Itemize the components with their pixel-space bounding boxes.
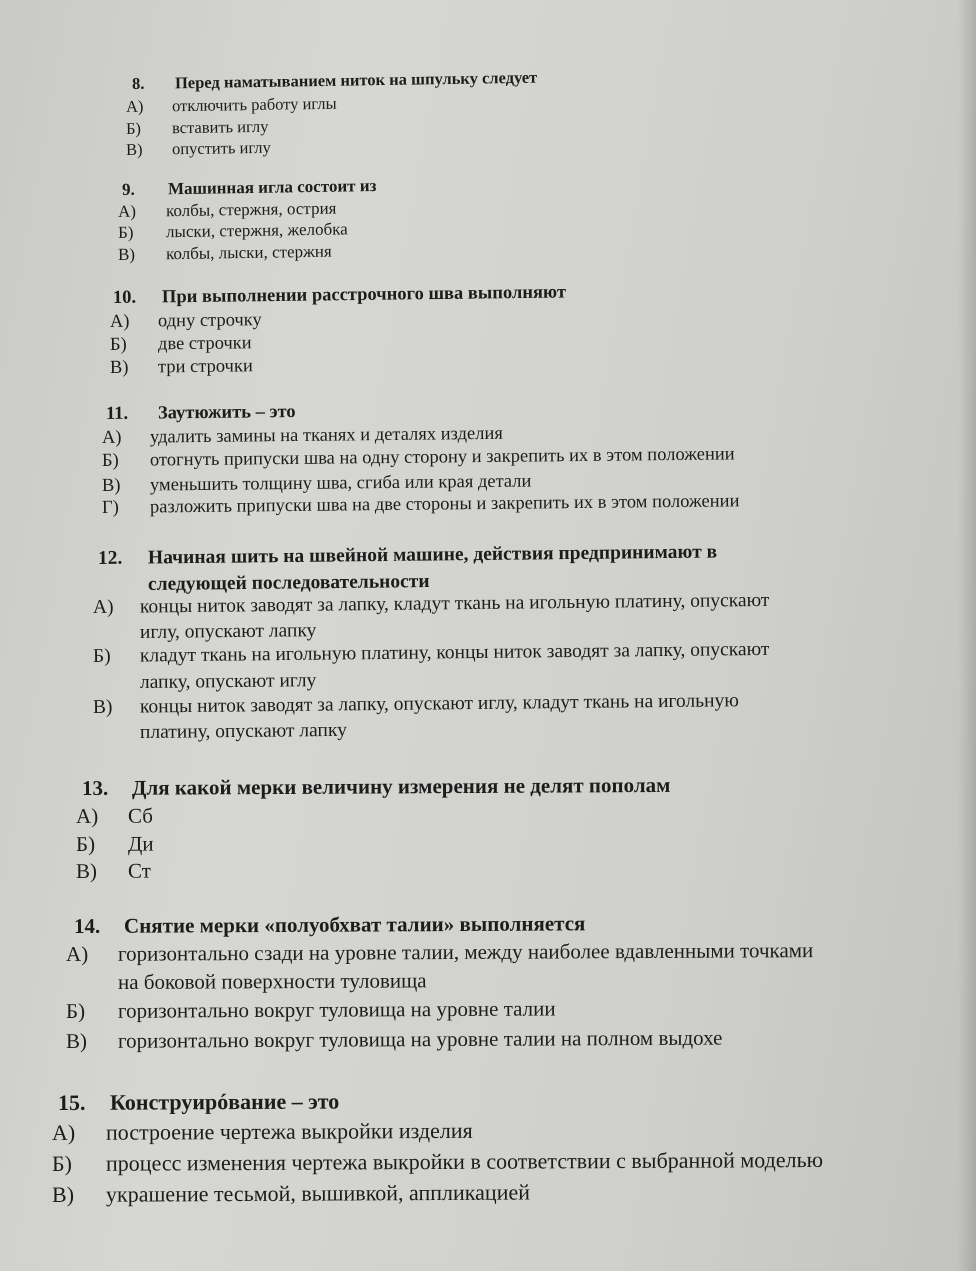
answer-letter: В): [109, 357, 129, 378]
answer-option: [76, 859, 151, 884]
answer-text: построение чертежа выкройки изделия: [105, 1117, 473, 1145]
answer-option: [52, 1118, 473, 1146]
answer-text: концы ниток заводят за лапку, кладут ткань на игольную платину, опускают: [139, 589, 770, 618]
answer-text: колбы, стержня, острия: [165, 198, 337, 221]
question-heading: [106, 402, 296, 425]
answer-text: удалить замины на тканях и деталях изделия: [149, 423, 503, 448]
answer-option: [102, 444, 735, 472]
question-text-continued: следующей последовательности: [147, 571, 430, 595]
question-text: При выполнении расстрочного шва выполняют: [161, 282, 567, 308]
answer-text: кладут ткань на игольную платину, концы ниток заводят за лапку, опускают: [139, 638, 770, 667]
answer-text: две строчки: [157, 333, 252, 355]
answer-text: одну строчку: [157, 310, 262, 332]
answer-letter: Б): [125, 118, 142, 138]
answer-letter: А): [75, 803, 99, 828]
answer-option: [110, 310, 262, 333]
answer-text: концы ниток заводят за лапку, опускают иглу, кладут ткань на игольную: [139, 690, 739, 718]
answer-letter: Б): [117, 222, 134, 242]
answer-letter: А): [51, 1119, 76, 1145]
question-heading: [122, 176, 377, 200]
answer-option: [118, 199, 337, 222]
question-text: Для какой мерки величину измерения не делят пополам: [131, 772, 671, 800]
answer-letter: Б): [75, 831, 96, 856]
answer-option: [102, 424, 503, 449]
answer-option: [110, 333, 252, 356]
answer-letter: А): [92, 596, 114, 618]
answer-option: [126, 94, 337, 117]
answer-option: [76, 832, 154, 857]
answer-option: [52, 1179, 530, 1208]
question-text: Снятие мерки «полуобхват талии» выполняется: [123, 911, 586, 938]
answer-letter: Б): [51, 1150, 73, 1176]
answer-option: [110, 356, 253, 379]
question-heading: [132, 68, 538, 94]
question-number: 13.: [81, 775, 109, 800]
answer-text: горизонтально вокруг туловища на уровне талии: [117, 996, 556, 1023]
question-text: Машинная игла состоит из: [167, 176, 377, 199]
answer-letter: А): [65, 941, 89, 966]
answer-letter: В): [51, 1181, 75, 1207]
answer-text: разложить припуски шва на две стороны и закрепить их в этом положении: [149, 491, 740, 518]
question-number: 8.: [131, 73, 145, 93]
answer-text: колбы, лыски, стержня: [165, 241, 332, 264]
answer-text: Ст: [127, 858, 151, 883]
answer-letter: А): [109, 311, 130, 332]
question-number: 11.: [105, 403, 129, 424]
answer-text: процесс изменения чертежа выкройки в соответствии с выбранной моделью: [105, 1146, 824, 1176]
question-text: Заутюжить – это: [157, 402, 296, 424]
question-number: 10.: [112, 287, 137, 308]
answer-option: [52, 1147, 823, 1177]
page-edge-shadow: [958, 0, 976, 1271]
answer-option: [126, 117, 269, 139]
answer-letter: Б): [65, 998, 86, 1023]
answer-text: лыски, стержня, желобка: [165, 219, 348, 242]
answer-option: [118, 242, 332, 265]
answer-text: украшение тесьмой, вышивкой, аппликацией: [105, 1179, 531, 1207]
answer-letter: В): [75, 858, 98, 883]
question-heading-continued: [148, 571, 430, 596]
answer-letter: А): [125, 96, 144, 116]
answer-letter: Б): [109, 334, 127, 355]
answer-text: отогнуть припуски шва на одну сторону и закрепить их в этом положении: [149, 444, 735, 471]
answer-text: вставить иглу: [171, 116, 269, 138]
question-heading: [58, 1089, 339, 1116]
answer-letter: А): [117, 201, 137, 221]
question-heading: [74, 911, 585, 939]
answer-letter: В): [101, 475, 121, 496]
question-text: Перед наматыванием ниток на шпульку следует: [174, 67, 538, 93]
answer-letter: Г): [101, 497, 119, 518]
answer-option-continued: [140, 720, 347, 744]
answer-text: горизонтально сзади на уровне талии, между наиболее вдавленными точками: [117, 938, 814, 966]
question-number: 14.: [73, 913, 101, 938]
answer-text-continued: платину, опускают лапку: [139, 719, 347, 743]
answer-option: [118, 219, 348, 243]
answer-letter: Б): [92, 645, 111, 667]
answer-text-continued: лапку, опускают иглу: [139, 670, 317, 693]
answer-letter: В): [65, 1028, 88, 1053]
answer-text-continued: на боковой поверхности туловища: [117, 968, 427, 994]
answer-text: отключить работу иглы: [171, 93, 337, 116]
answer-text-continued: иглу, опускают лапку: [139, 620, 317, 643]
answer-letter: Б): [101, 450, 119, 471]
question-number: 15.: [57, 1089, 86, 1115]
answer-letter: В): [117, 244, 136, 264]
answer-text: опустить иглу: [171, 137, 271, 159]
question-heading: [113, 282, 566, 309]
answer-text: Ди: [127, 831, 154, 856]
answer-letter: В): [92, 696, 113, 718]
answer-option: [93, 690, 739, 719]
answer-text: горизонтально вокруг туловища на уровне талии на полном выдохе: [117, 1025, 723, 1053]
answer-option: [66, 938, 813, 967]
question-heading: [98, 542, 717, 570]
answer-option-continued: [118, 968, 427, 995]
answer-option: [126, 138, 271, 160]
question-heading: [82, 773, 671, 801]
answer-letter: А): [101, 427, 122, 448]
answer-option-continued: [140, 620, 317, 644]
answer-text: три строчки: [157, 356, 253, 378]
answer-text: уменьшить толщину шва, сгиба или края детали: [149, 471, 532, 496]
answer-option: [66, 1026, 723, 1054]
question-text: Начиная шить на швейной машине, действия предпринимают в: [147, 541, 718, 569]
answer-option: [66, 996, 556, 1024]
answer-option-continued: [140, 670, 317, 694]
question-text: Конструирóвание – это: [109, 1088, 340, 1115]
answer-text: Сб: [127, 803, 154, 828]
answer-letter: В): [125, 139, 143, 159]
question-number: 9.: [121, 179, 135, 199]
answer-option: [76, 804, 153, 829]
question-number: 12.: [97, 547, 123, 569]
